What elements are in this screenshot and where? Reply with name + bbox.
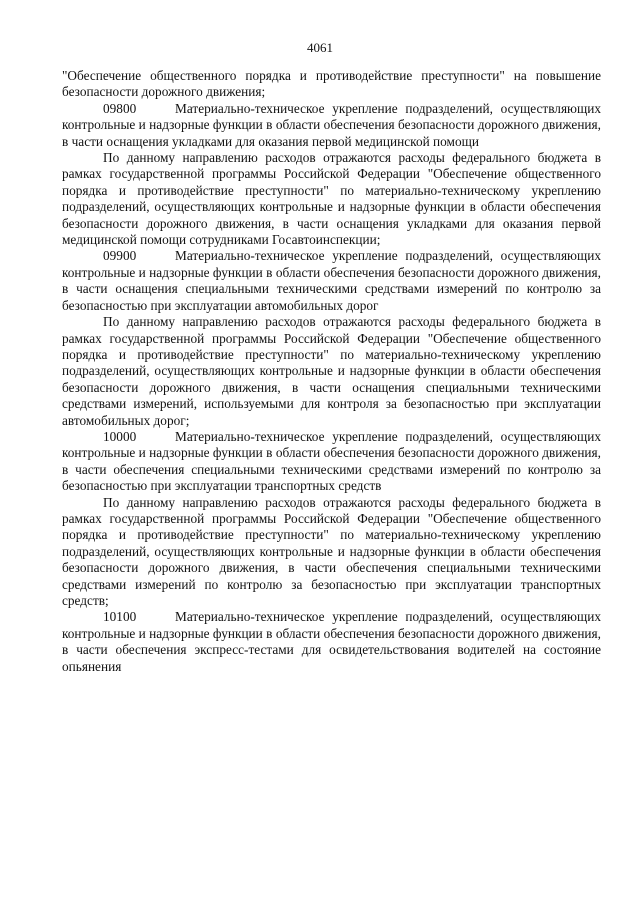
paragraph-text: Материально-техническое укрепление подразделений, осуществляющих контрольные и надзорные функции в области обеспечения безопасности дорожного движения, в части обеспечения специальными техническими средствами измерений по контролю за безопасностью при эксплуатации транспортных средств — [62, 428, 601, 494]
paragraph-description — [62, 495, 601, 610]
paragraph-text: По данному направлению расходов отражаются расходы федерального бюджета в рамках государственной программы Российской Федерации "Обеспечение общественного порядка и противодействие преступности" по материально-техническому укреплению подразделений, осуществляющих контрольные и надзорные функции в области обеспечения безопасности дорожного движения, в части оснащения укладками для оказания первой медицинской помощи сотрудниками Госавтоинспекции; — [62, 150, 601, 248]
expense-code: 09800 — [103, 100, 137, 116]
expense-code: 09900 — [103, 248, 137, 264]
paragraph-code-10100 — [62, 609, 601, 675]
document-body — [62, 68, 601, 675]
expense-code: 10100 — [103, 609, 137, 625]
expense-code: 10000 — [103, 428, 137, 444]
paragraph-text: Материально-техническое укрепление подразделений, осуществляющих контрольные и надзорные функции в области обеспечения безопасности дорожного движения, в части обеспечения экспресс-тестами для освидетельствования водителей на состояние опьянения — [62, 609, 601, 674]
paragraph-code-09900 — [62, 248, 601, 314]
paragraph-description — [62, 150, 601, 248]
paragraph-continuation — [62, 68, 601, 101]
paragraph-text: По данному направлению расходов отражаются расходы федерального бюджета в рамках государственной программы Российской Федерации "Обеспечение общественного порядка и противодействие преступности" по материально-техническому укреплению подразделений, осуществляющих контрольные и надзорные функции в области обеспечения безопасности дорожного движения, в части обеспечения специальными техническими средствами измерений по контролю за безопасностью при эксплуатации транспортных средств; — [62, 494, 601, 608]
paragraph-text: Материально-техническое укрепление подразделений, осуществляющих контрольные и надзорные функции в области обеспечения безопасности дорожного движения, в части оснащения укладками для оказания первой медицинской помощи — [62, 100, 601, 149]
paragraph-code-10000 — [62, 429, 601, 495]
page-number: 4061 — [307, 40, 333, 55]
paragraph-text: "Обеспечение общественного порядка и противодействие преступности" на повышение безопасности дорожного движения; — [62, 68, 601, 100]
paragraph-text: Материально-техническое укрепление подразделений, осуществляющих контрольные и надзорные функции в области обеспечения безопасности дорожного движения, в части оснащения специальными техническими средствами измерений по контролю за безопасностью при эксплуатации автомобильных дорог — [62, 248, 601, 313]
paragraph-text: По данному направлению расходов отражаются расходы федерального бюджета в рамках государственной программы Российской Федерации "Обеспечение общественного порядка и противодействие преступности" по материально-техническому укреплению подразделений, осуществляющих контрольные и надзорные функции в области обеспечения безопасности дорожного движения, в части оснащения специальными техническими средствами измерений, используемыми для контроля за безопасностью при эксплуатации автомобильных дорог; — [62, 314, 601, 428]
paragraph-code-09800 — [62, 101, 601, 150]
paragraph-description — [62, 314, 601, 429]
